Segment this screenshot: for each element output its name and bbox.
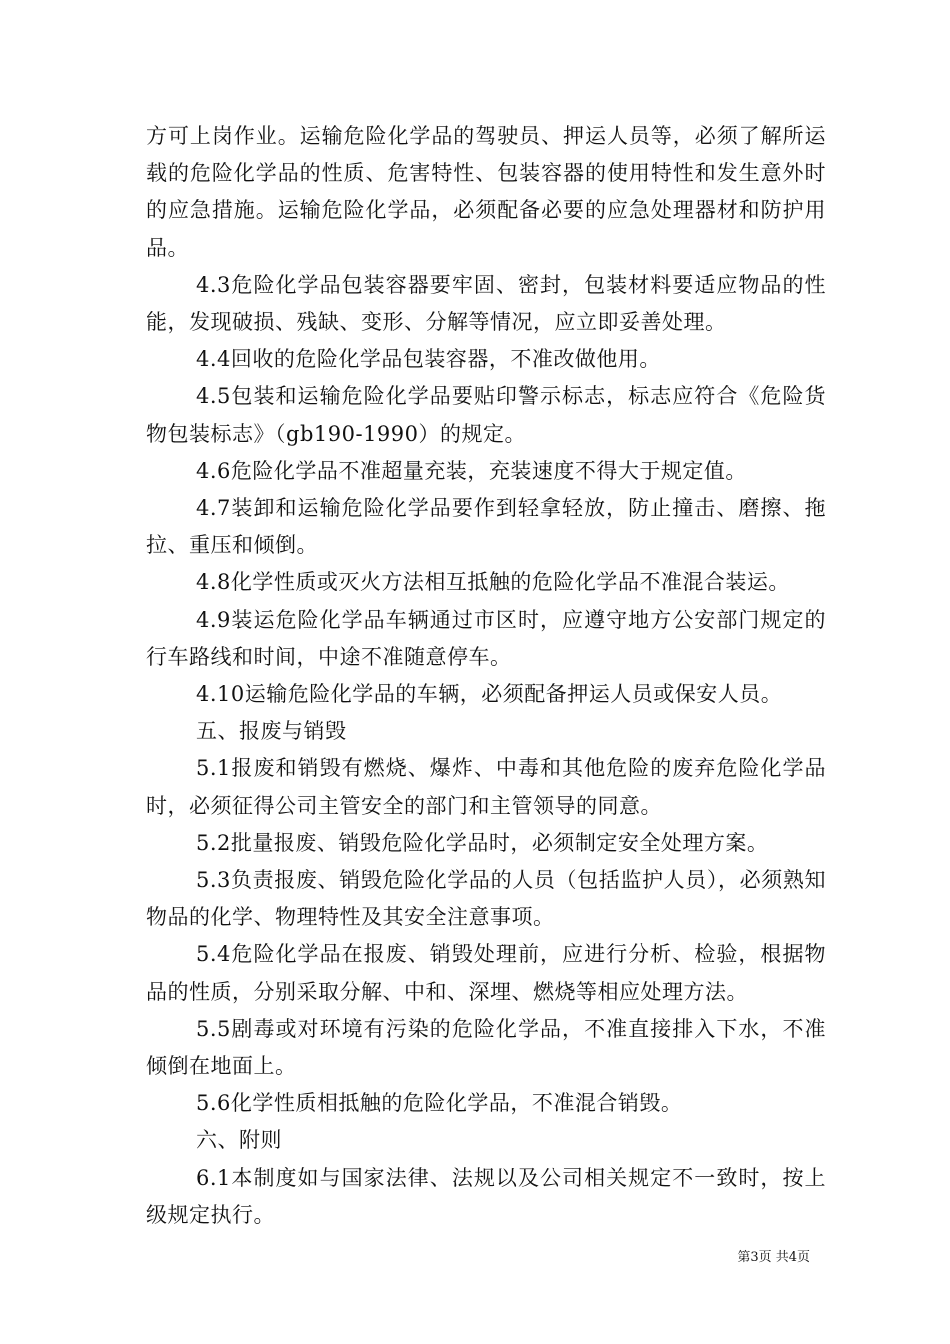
paragraph: 5.5剧毒或对环境有污染的危险化学品，不准直接排入下水，不准倾倒在地面上。 (146, 1016, 826, 1079)
paragraph: 五、报废与销毁 (196, 719, 347, 744)
paragraph: 4.5包装和运输危险化学品要贴印警示标志，标志应符合《危险货物包装标志》（gb190-1990）的规定。 (146, 384, 826, 446)
paragraph: 4.7装卸和运输危险化学品要作到轻拿轻放，防止撞击、磨擦、拖拉、重压和倾倒。 (146, 496, 826, 558)
paragraph: 4.9装运危险化学品车辆通过市区时，应遵守地方公安部门规定的行车路线和时间，中途不准随意停车。 (146, 607, 826, 669)
paragraph: 6.1本制度如与国家法律、法规以及公司相关规定不一致时，按上级规定执行。 (146, 1165, 826, 1227)
paragraph: 5.1报废和销毁有燃烧、爆炸、中毒和其他危险的废弃危险化学品时，必须征得公司主管安全的部门和主管领导的同意。 (146, 756, 826, 818)
paragraph: 5.2批量报废、销毁危险化学品时，必须制定安全处理方案。 (196, 830, 769, 855)
paragraph: 5.4危险化学品在报废、销毁处理前，应进行分析、检验，根据物品的性质，分别采取分解、中和、深埋、燃烧等相应处理方法。 (146, 942, 826, 1004)
paragraph: 4.10运输危险化学品的车辆，必须配备押运人员或保安人员。 (196, 682, 783, 707)
paragraph: 4.8化学性质或灭火方法相互抵触的危险化学品不准混合装运。 (196, 570, 790, 595)
page-footer: 第3页 共4页 (737, 1250, 810, 1265)
paragraph: 4.4回收的危险化学品包装容器，不准改做他用。 (196, 347, 661, 372)
paragraph: 4.3危险化学品包装容器要牢固、密封，包装材料要适应物品的性能，发现破损、残缺、变形、分解等情况，应立即妥善处理。 (146, 272, 826, 335)
document-body (146, 118, 826, 1234)
paragraph: 4.6危险化学品不准超量充装，充装速度不得大于规定值。 (196, 458, 747, 483)
paragraph: 5.3负责报废、销毁危险化学品的人员（包括监护人员），必须熟知物品的化学、物理特性及其安全注意事项。 (146, 868, 826, 930)
paragraph: 方可上岗作业。运输危险化学品的驾驶员、押运人员等，必须了解所运载的危险化学品的性质、危害特性、包装容器的使用特性和发生意外时的应急措施。运输危险化学品，必须配备必要的应急处理器材和防护用品。 (146, 124, 826, 260)
paragraph: 5.6化学性质相抵触的危险化学品，不准混合销毁。 (196, 1091, 683, 1116)
paragraph: 六、附则 (196, 1128, 282, 1153)
